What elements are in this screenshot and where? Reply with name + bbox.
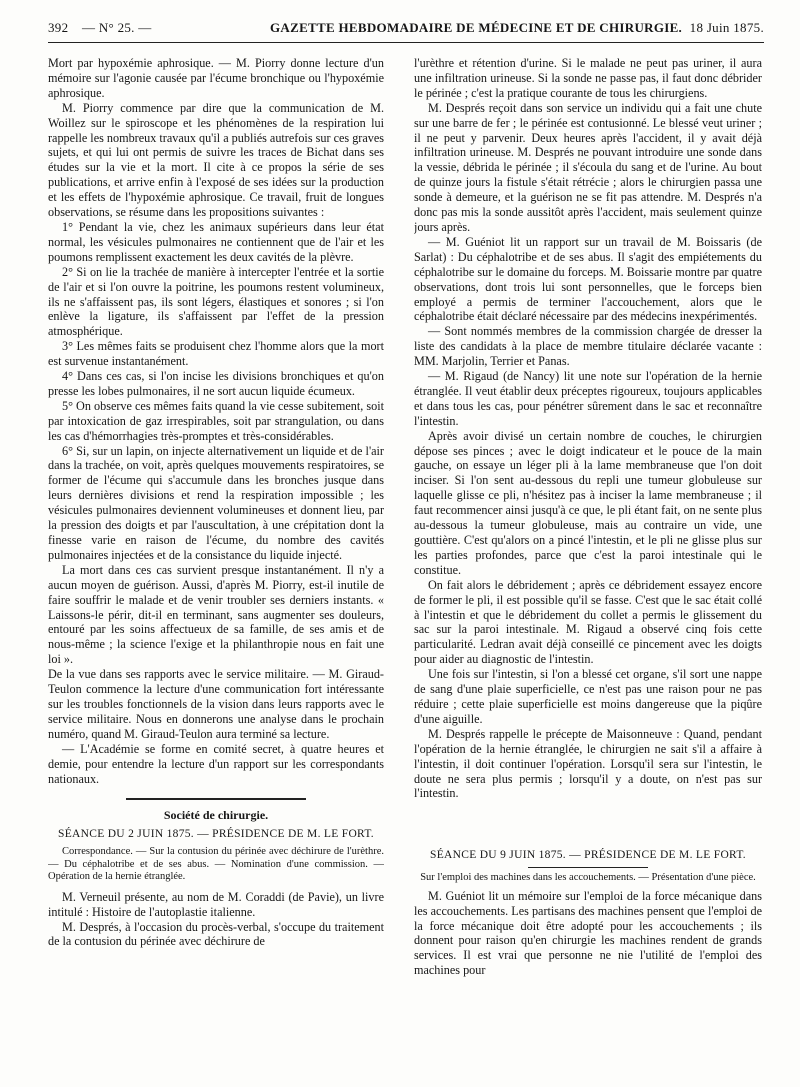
section-rule — [126, 798, 306, 800]
paragraph: Mort par hypoxémie aphrosique. — M. Piorry donne lecture d'un mémoire sur l'agonie causée par l'écume bronchique ou l'hypoxémie aphrosique. — [48, 56, 384, 100]
paragraph: — Sont nommés membres de la commission chargée de dresser la liste des candidats à la place de membre titulaire déclarée vacante : MM. Marjolin, Terrier et Panas. — [414, 324, 762, 369]
paragraph: Après avoir divisé un certain nombre de couches, le chirurgien dépose ses pinces ; avec le doigt indicateur et le pouce de la main gauche, on essaye un léger pli à la lame membraneuse que l'on doit inciser. Si l'on sent au-dessous du repli une tumeur globuleuse sur laquelle glisse ce pli, n'hésitez pas à inciser la lame membraneuse ; il faut recommencer ainsi jusqu'à ce que, le pli étant fait, on ne sente plus au-dessous la tumeur globuleuse, mais au contraire un vide, une gouttière. C'est qu'alors on a pincé l'intestin, et le pli ne glisse plus sur les parties profondes, parce que c'est la paroi intestinale qui le constitue. — [414, 428, 762, 577]
paragraph: M. Verneuil présente, au nom de M. Coraddi (de Pavie), un livre intitulé : Histoire de l'autoplastie italienne. — [48, 889, 384, 919]
paragraph: M. Després, à l'occasion du procès-verbal, s'occupe du traitement de la contusion du périnée avec déchirure de — [48, 919, 384, 949]
meeting-heading: SÉANCE DU 9 JUIN 1875. — PRÉSIDENCE DE M. LE FORT. — [430, 849, 746, 862]
paragraph: — M. Guéniot lit un rapport sur un travail de M. Boissaris (de Sarlat) : Du céphalotribe et de ses abus. Il s'agit des empiétements du céphalotribe sur le domaine du forceps. M. Boissarie montre par quatre observations, dont trois lui sont personnelles, que le forceps bien employé a permis de terminer l'accouchement, alors que le céphalotribe était déclaré nécessaire par des médecins inexpérimentés. — [414, 234, 762, 324]
paragraph: M. Després rappelle le précepte de Maisonneuve : Quand, pendant l'opération de la hernie étranglée, le chirurgien ne sait s'il a affaire à l'intestin, il doit continuer l'opération. Lorsqu'il sera sur l'intestin, le doute ne sera plus permis ; lorsqu'il y a doute, on n'est pas sur l'intestin. — [414, 726, 762, 801]
meeting-heading: SÉANCE DU 2 JUIN 1875. — PRÉSIDENCE DE M. LE FORT. — [58, 828, 374, 841]
paragraph: M. Guéniot lit un mémoire sur l'emploi de la force mécanique dans les accouchements. Les partisans des machines pensent que l'emploi de la force mécanique doit être adopté pour les accouchements ; ils donnent pour raison qu'en chirurgie les machines rendent de grands services. Il est vrai que personne ne nie l'utilité de l'emploi des machines pour — [414, 888, 762, 978]
paragraph: 2° Si on lie la trachée de manière à intercepter l'entrée et la sortie de l'air et si l'on ouvre la poitrine, les poumons restent volumineux, ils ne s'affaissent pas, ils sont légers, élastiques et sonores ; si l'on enlève la ligature, ils s'affaissent par l'effet de la pression atmosphérique. — [48, 264, 384, 339]
paragraph: 6° Si, sur un lapin, on injecte alternativement un liquide et de l'air dans la trachée, on voit, après quelques mouvements respiratoires, se former de l'écume qui s'accumule dans les bronches jusque dans leurs dernières divisions et rend la respiration impossible ; les vésicules pulmonaires deviennent volumineuses et donnent lieu, par la pression des doigts et par l'auscultation, à une crépitation dont la finesse varie en raison de l'écume, du nombre des cavités pulmonaires injectées et de la consistance du liquide injecté. — [48, 443, 384, 562]
paragraph: On fait alors le débridement ; après ce débridement essayez encore de former le pli, il est possible qu'il se fasse. C'est que le sac était collé à l'intestin et que le débridement du collet a permis le glissement du sac sur la paroi intestinale. M. Rigaud a observé cinq fois cette particularité. Ledran avait déjà conseillé ce pincement avec les doigts pour aider au diagnostic de l'intestin. — [414, 577, 762, 667]
paragraph: — M. Rigaud (de Nancy) lit une note sur l'opération de la hernie étranglée. Il veut établir deux préceptes rigoureux, toujours applicables et dans tous les cas, pour pénétrer sûrement dans le sac et reconnaître l'intestin. — [414, 369, 762, 428]
paragraph: Une fois sur l'intestin, si l'on a blessé cet organe, s'il sort une nappe de sang d'une plaie superficielle, ce n'est pas une raison pour ne pas réduire ; cette plaie superficielle est moins dangereuse que la piqûre d'une aiguille. — [414, 667, 762, 726]
right-column — [414, 56, 762, 1076]
page-number: 392 — [48, 20, 69, 35]
section-rule — [528, 867, 648, 868]
paragraph: — L'Académie se forme en comité secret, à quatre heures et demie, pour entendre la lecture d'un rapport sur les correspondants nationaux. — [48, 741, 384, 786]
paragraph: 3° Les mêmes faits se produisent chez l'homme alors que la mort est survenue instantanément. — [48, 339, 384, 369]
paragraph: 1° Pendant la vie, chez les animaux supérieurs dans leur état normal, les vésicules pulmonaires ne contiennent que de l'air et les poumons remplissent exactement les deux cavités de la plèvre. — [48, 219, 384, 264]
paragraph: M. Piorry commence par dire que la communication de M. Woillez sur le spiroscope et les phénomènes de la respiration lui rappelle les nombreux travaux qu'il a publiés autrefois sur ces graves sujets, et qui lui ont permis de suivre les traces de Bichat dans ses études sur la vie et la mort. Il cite à ce propos la série de ses publications, et arrive enfin à l'exposé de ses idées sur la production et les effets de l'hypoxémie aphrosique. Ce travail, fruit de longues observations, se résume dans les propositions suivantes : — [48, 100, 384, 220]
left-column — [48, 56, 384, 1076]
paragraph: De la vue dans ses rapports avec le service militaire. — M. Giraud-Teulon commence la lecture d'une communication fort intéressante sur les troubles fonctionnels de la vision dans leurs rapports avec le service militaire. Nous en donnerons une analyse dans le prochain numéro, quand M. Giraud-Teulon aura terminé sa lecture. — [48, 667, 384, 741]
society-heading: Société de chirurgie. — [163, 808, 269, 823]
issue-date: 18 Juin 1875. — [689, 20, 764, 35]
paragraph: La mort dans ces cas survient presque instantanément. Il n'y a aucun moyen de guérison. Aussi, d'après M. Piorry, est-il inutile de faire souffrir le malade et de venir troubler ses derniers instants. « Laissons-le périr, dit-il en terminant, sans augmenter ses douleurs, entouré par les soins affectueux de sa famille, de ses amis et de nous-même ; la science l'exige et la philanthropie nous en fait une loi ». — [48, 562, 384, 667]
paragraph: M. Després reçoit dans son service un individu qui a fait une chute sur une barre de fer ; le périnée est contusionné. Le blessé veut uriner ; il ne peut y parvenir. Deux heures après l'accident, il y avait déjà infiltration urineuse. M. Després ne pouvant introduire une sonde dans la vessie, débrida le périnée ; il s'écoula du sang et de l'urine. Au bout de quinze jours la fistule s'était rétrécie ; alors le chirurgien passa une sonde à demeure, et la guérison ne se fit pas attendre. M. Després n'a donc pas mis la sonde aussitôt après l'accident, mais seulement quinze jours après. — [414, 100, 762, 234]
running-header — [48, 16, 764, 43]
blank-space — [414, 801, 762, 845]
paragraph: 5° On observe ces mêmes faits quand la vie cesse subitement, soit par intoxication de gaz irrespirables, soit par strangulation, ou dans les cas d'hémorrhagies très-promptes et très-considérables. — [48, 398, 384, 443]
journal-title: GAZETTE HEBDOMADAIRE DE MÉDECINE ET DE CHIRURGIE. — [270, 20, 683, 35]
paragraph: l'urèthre et rétention d'urine. Si le malade ne peut pas uriner, il aura une infiltration urineuse. Si la sonde ne passe pas, il faut donc débrider le périnée ; c'est la pratique courante de tous les chirurgiens. — [414, 56, 762, 100]
section-subheading: Sur l'emploi des machines dans les accouchements. — Présentation d'une pièce. — [420, 872, 756, 884]
paragraph: 4° Dans ces cas, si l'on incise les divisions bronchiques et qu'on presse les lobes pulmonaires, il ne sort aucun liquide écumeux. — [48, 369, 384, 398]
issue-number: — N° 25. — — [82, 20, 152, 35]
correspondence-summary: Correspondance. — Sur la contusion du périnée avec déchirure de l'urèthre. — Du céphalotribe et de ses abus. — Nomination d'une commission. — Opération de la hernie étranglée. — [48, 846, 384, 883]
